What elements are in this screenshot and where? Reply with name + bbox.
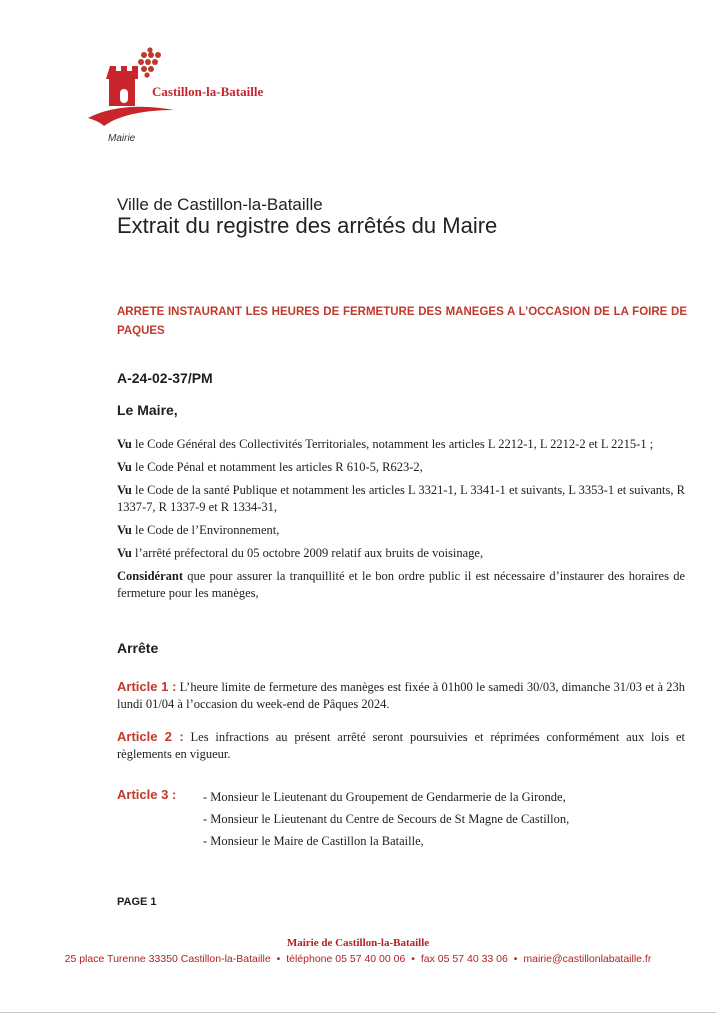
bullet-separator: • (513, 953, 518, 965)
recipient-item: - Monsieur le Maire de Castillon la Bataille, (203, 834, 424, 848)
decree-reference: A-24-02-37/PM (117, 370, 213, 386)
article-label: Article 1 : (117, 679, 177, 694)
registry-title: Extrait du registre des arrêtés du Maire (117, 213, 498, 238)
consideration-item: Vu le Code de l’Environnement, (117, 523, 280, 537)
consideration-item: Vu le Code Pénal et notamment les articles R 610-5, R623-2, (117, 460, 423, 474)
city-name: Ville de Castillon-la-Bataille (117, 195, 323, 214)
bullet-separator: • (411, 953, 415, 965)
article-text: L’heure limite de fermeture des manèges est fixée à 01h00 le samedi 30/03, dimanche 31/03 et à 23h lundi 01/04 à l’occasion du week-end de Pâques 2024. (117, 680, 685, 711)
bullet-separator: • (276, 953, 281, 965)
footer-fax: fax 05 57 40 33 06 (420, 953, 508, 965)
footer-address: 25 place Turenne 33350 Castillon-la-Bataille (64, 953, 271, 965)
footer-contact (0, 953, 716, 965)
footer-title: Mairie de Castillon-la-Bataille (286, 937, 430, 949)
article-1 (117, 678, 685, 713)
article-text: Les infractions au présent arrêté seront poursuivies et réprimées conformément aux lois et règlements en vigueur. (117, 730, 685, 761)
article-3-recipients (203, 789, 683, 855)
authority-heading: Le Maire, (117, 402, 178, 418)
logo-town-name: Castillon-la-Bataille (152, 84, 264, 99)
article-3-label: Article 3 : (117, 787, 177, 802)
consideration-item: Vu le Code Général des Collectivités Territoriales, notamment les articles L 2212-1, L 2212-2 et L 2215-1 ; (117, 437, 654, 451)
article-2 (117, 728, 685, 763)
consideration-item: Vu le Code de la santé Publique et notamment les articles L 3321-1, L 3341-1 et suivants, L 3353-1 et suivants, R 1337-7, R 1337-9 et R 1334-31, (117, 483, 685, 514)
decree-subject: ARRETE INSTAURANT LES HEURES DE FERMETURE DES MANEGES A L’OCCASION DE LA FOIRE DE PAQUES (117, 306, 687, 337)
article-label: Article 2 : (117, 729, 184, 744)
consideration-item: Vu l’arrêté préfectoral du 05 octobre 2009 relatif aux bruits de voisinage, (117, 546, 484, 560)
recipient-item: - Monsieur le Lieutenant du Groupement de Gendarmerie de la Gironde, (203, 790, 566, 804)
page-number: PAGE 1 (117, 896, 157, 908)
recipient-item: - Monsieur le Lieutenant du Centre de Secours de St Magne de Castillon, (203, 812, 570, 826)
decision-heading: Arrête (117, 640, 159, 656)
footer-phone: téléphone 05 57 40 00 06 (286, 953, 406, 965)
consideration-item: Considérant que pour assurer la tranquillité et le bon ordre public il est nécessaire d’instaurer des horaires de fermeture pour les manèges, (117, 569, 685, 600)
logo-subtitle: Mairie (108, 133, 136, 144)
considerations-list (117, 436, 685, 608)
scan-edge-rule (0, 1012, 716, 1013)
footer-email: mairie@castillonlabataille.fr (523, 953, 652, 965)
